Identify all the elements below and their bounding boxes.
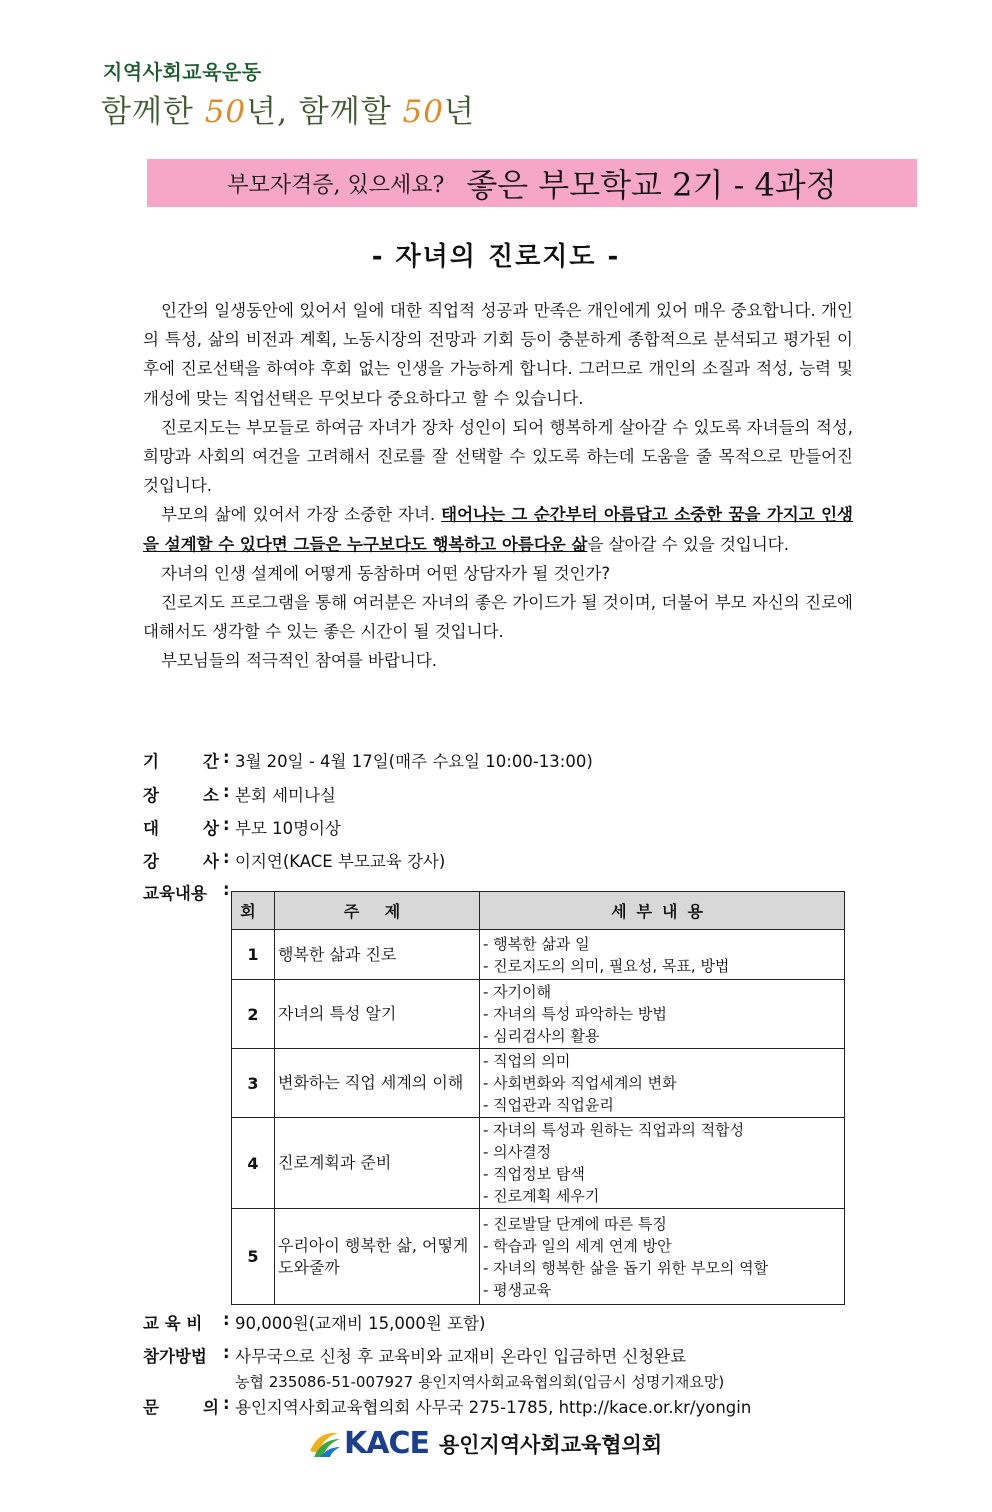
session-details (480, 980, 845, 1049)
detail-item: - 진로발달 단계에 따른 특징 (483, 1214, 667, 1233)
session-topic: 변화하는 직업 세계의 이해 (275, 1049, 480, 1118)
detail-item: - 직업의 의미 (483, 1052, 571, 1070)
detail-item: - 진로계획 세우기 (483, 1187, 600, 1205)
org-name: 지역사회교육운동 (103, 60, 262, 84)
table-row (232, 930, 845, 980)
session-number: 4 (232, 1118, 275, 1209)
page-title: 좋은 부모학교 2기 - 4과정 (466, 166, 837, 204)
header-num: 회 (232, 892, 275, 930)
info-apply: 참가방법 : 사무국으로 신청 후 교육비와 교재비 온라인 입금하면 신청완료 농협 235086-51-007927 용인지역사회교육협의회(입금시 성명기재요망) (143, 1343, 725, 1391)
detail-item: - 자기이해 (483, 983, 552, 1001)
detail-item: - 행복한 삶과 일 (483, 934, 590, 953)
info-period: 기 간 : 3월 20일 - 4월 17일(매주 수요일 10:00-13:00) (143, 748, 593, 771)
emphasis-text: 태어나는 그 순간부터 아름답고 소중한 꿈을 가지고 인생을 설계할 수 있다면 그들은 누구보다도 행복하고 아름다운 삶 (143, 505, 853, 554)
subtitle: - 자녀의 진로지도 - (371, 242, 621, 272)
detail-item: - 심리검사의 활용 (483, 1027, 600, 1045)
kace-logo-text: KACE (344, 1426, 429, 1461)
session-details (480, 930, 845, 980)
header-topic: 주 제 (275, 892, 480, 930)
detail-item: - 자녀의 특성과 원하는 직업과의 적합성 (483, 1121, 745, 1139)
info-contact: 문 의 : 용인지역사회교육협의회 사무국 275-1785, http://kace.or.kr/yongin (143, 1394, 752, 1417)
footer (308, 1426, 662, 1461)
title-question: 부모자격증, 있으세요? (227, 172, 445, 198)
detail-item: - 자녀의 행복한 삶을 돕기 위한 부모의 역할 (483, 1258, 769, 1277)
detail-item: - 의사결정 (483, 1143, 552, 1161)
intro-text (143, 296, 853, 676)
session-number: 1 (232, 930, 275, 980)
info-fee: 교 육 비 : 90,000원(교재비 15,000원 포함) (143, 1310, 486, 1333)
detail-item: - 사회변화와 직업세계의 변화 (483, 1074, 677, 1092)
info-target: 대 상 : 부모 10명이상 (143, 815, 341, 838)
paragraph: 부모의 삶에 있어서 가장 소중한 자녀. 태어나는 그 순간부터 아름답고 소중한 꿈을 가지고 인생을 설계할 수 있다면 그들은 누구보다도 행복하고 아름다운 삶을 살아갈 수 있을 것입니다. (143, 505, 853, 554)
detail-item: - 자녀의 특성 파악하는 방법 (483, 1005, 667, 1023)
session-topic: 행복한 삶과 진로 (275, 930, 480, 980)
kace-logo-icon (308, 1429, 342, 1459)
session-number: 2 (232, 980, 275, 1049)
session-topic: 우리아이 행복한 삶, 어떻게 도와줄까 (275, 1209, 480, 1305)
session-topic: 자녀의 특성 알기 (275, 980, 480, 1049)
title-banner (147, 159, 917, 207)
info-content-label: 교육내용 : (143, 880, 230, 903)
session-details (480, 1049, 845, 1118)
table-row (232, 1118, 845, 1209)
detail-item: - 학습과 일의 세계 연계 방안 (483, 1236, 672, 1255)
session-number: 3 (232, 1049, 275, 1118)
detail-item: - 진로지도의 의미, 필요성, 목표, 방법 (483, 956, 730, 975)
paragraph: 인간의 일생동안에 있어서 일에 대한 직업적 성공과 만족은 개인에게 있어 매우 중요합니다. 개인의 특성, 삶의 비전과 계획, 노동시장의 전망과 기회 등이 충분하게 종합적으로 분석되고 평가된 이후에 진로선택을 하여야 후회 없는 인생을 가능하게 합니다. 그러므로 개인의 소질과 적성, 능력 및 개성에 맞는 직업선택은 무엇보다 중요하다고 할 수 있습니다. (143, 301, 853, 408)
session-details (480, 1118, 845, 1209)
header-detail: 세부내용 (480, 892, 845, 930)
table-row (232, 1209, 845, 1305)
info-lecturer: 강 사 : 이지연(KACE 부모교육 강사) (143, 848, 446, 871)
detail-item: - 직업정보 탐색 (483, 1165, 585, 1183)
paragraph: 진로지도는 부모들로 하여금 자녀가 장차 성인이 되어 행복하게 살아갈 수 있도록 자녀들의 적성, 희망과 사회의 여건을 고려해서 진로를 잘 선택할 수 있도록 하는데 도움을 줄 목적으로 만들어진 것입니다. (143, 417, 853, 496)
info-place: 장 소 : 본회 세미나실 (143, 782, 336, 805)
paragraph: 부모님들의 적극적인 참여를 바랍니다. (161, 651, 438, 671)
paragraph: 자녀의 인생 설계에 어떻게 동참하며 어떤 상담자가 될 것인가? (161, 563, 611, 583)
session-details (480, 1209, 845, 1305)
detail-item: - 평생교육 (483, 1280, 552, 1299)
footer-org-name: 용인지역사회교육협의회 (438, 1432, 663, 1457)
session-number: 5 (232, 1209, 275, 1305)
paragraph: 진로지도 프로그램을 통해 여러분은 자녀의 좋은 가이드가 될 것이며, 더불어 부모 자신의 진로에 대해서도 생각할 수 있는 좋은 시간이 될 것입니다. (143, 593, 853, 642)
bank-account: 농협 235086-51-007927 용인지역사회교육협의회(입금시 성명기재요망) (235, 1373, 725, 1391)
detail-item: - 직업관과 직업윤리 (483, 1096, 614, 1114)
course-table (231, 891, 845, 1305)
table-row (232, 1049, 845, 1118)
table-row (232, 980, 845, 1049)
slogan: 함께한 50년, 함께할 50년 (101, 94, 475, 130)
session-topic: 진로계획과 준비 (275, 1118, 480, 1209)
